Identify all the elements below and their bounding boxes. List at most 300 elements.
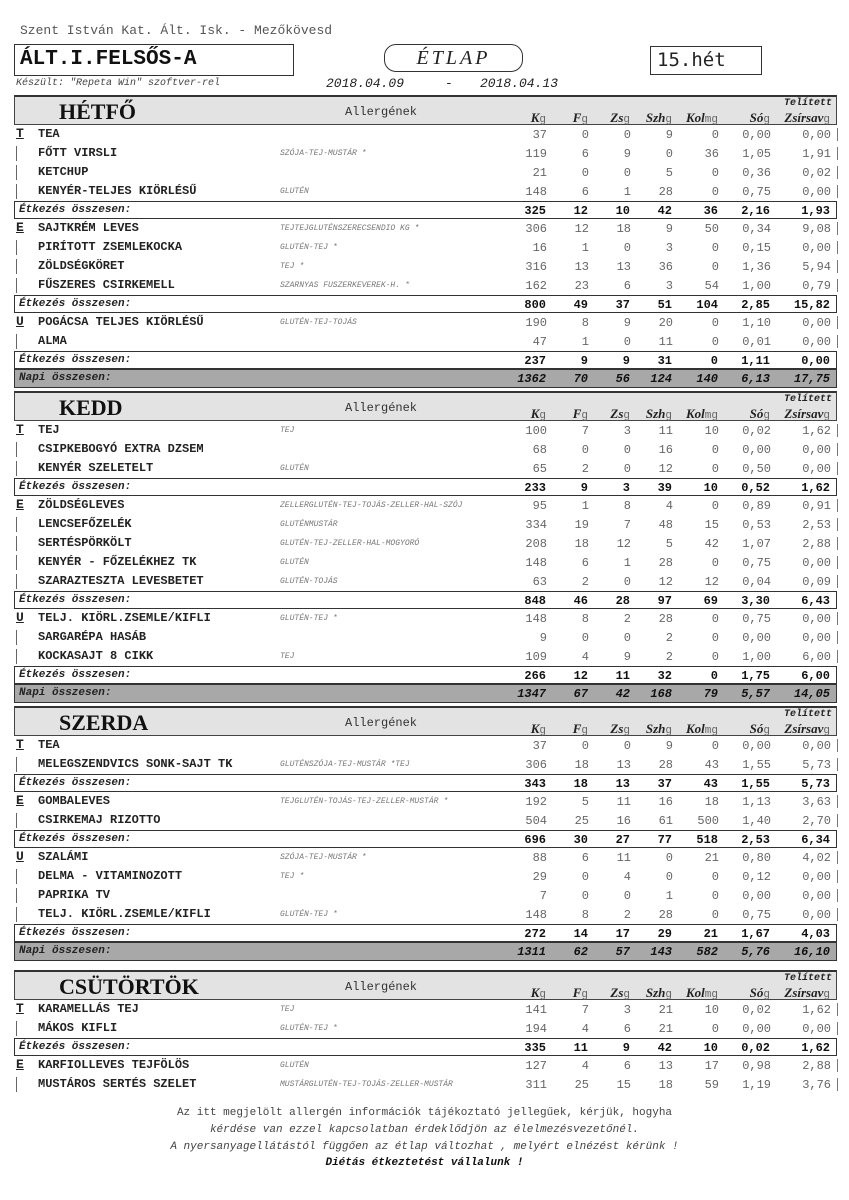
column-header xyxy=(682,985,718,1001)
nutrient-value: 0 xyxy=(665,147,673,161)
menu-item-row xyxy=(14,1075,837,1094)
row-end-marker xyxy=(837,612,838,625)
row-marker xyxy=(16,259,17,274)
row-end-marker xyxy=(837,222,838,235)
nutrient-value: 21 xyxy=(704,851,719,865)
column-header xyxy=(682,406,718,422)
meal-total-value: 36 xyxy=(703,204,718,218)
allergens-header: Allergének xyxy=(345,716,418,730)
column-header xyxy=(600,721,630,737)
nutrient-value: 0,89 xyxy=(742,499,771,513)
allergen-list: GLUTÉNSZÓJA-TEJ-MUSTÁR *TEJ xyxy=(280,760,410,769)
daily-total-value: 5,76 xyxy=(741,945,770,959)
daily-total-value: 17,75 xyxy=(793,372,830,386)
row-marker xyxy=(16,907,17,922)
food-name: TEA xyxy=(38,738,60,752)
nutrient-value: 12 xyxy=(616,537,631,551)
column-name: F xyxy=(572,985,582,1000)
column-header xyxy=(682,110,718,126)
nutrient-value: 4 xyxy=(581,1059,589,1073)
daily-total-value: 1362 xyxy=(517,372,546,386)
row-marker xyxy=(16,165,17,180)
meal-code: T xyxy=(16,737,24,752)
row-marker xyxy=(16,517,17,532)
row-end-marker xyxy=(837,575,838,588)
column-name: Zsírsav xyxy=(784,721,824,736)
daily-total-value: 124 xyxy=(650,372,672,386)
meal-code: E xyxy=(16,793,24,808)
row-marker xyxy=(16,649,17,664)
column-unit: g xyxy=(665,114,672,126)
column-unit: mg xyxy=(704,410,718,422)
food-name: KETCHUP xyxy=(38,165,89,179)
nutrient-value: 12 xyxy=(574,222,589,236)
allergen-list: SZÓJA-TEJ-MUSTÁR * xyxy=(280,149,367,158)
meal-total-value: 343 xyxy=(524,777,546,791)
nutrient-value: 1,62 xyxy=(802,1003,831,1017)
nutrient-value: 0 xyxy=(581,870,589,884)
nutrient-value: 65 xyxy=(532,462,547,476)
nutrient-value: 0,75 xyxy=(742,612,771,626)
food-name: KENYÉR-TELJES KIÖRLÉSŰ xyxy=(38,184,197,198)
nutrient-value: 6 xyxy=(581,851,589,865)
nutrient-value: 0 xyxy=(581,166,589,180)
nutrient-value: 21 xyxy=(532,166,547,180)
meal-total-value: 2,53 xyxy=(741,833,770,847)
nutrient-value: 7 xyxy=(623,518,631,532)
menu-item-row xyxy=(14,1056,837,1075)
nutrient-value: 25 xyxy=(574,814,589,828)
nutrient-value: 12 xyxy=(704,575,719,589)
daily-total-value: 582 xyxy=(696,945,718,959)
nutrient-value: 18 xyxy=(616,222,631,236)
meal-total-value: 272 xyxy=(524,927,546,941)
nutrient-value: 0 xyxy=(623,739,631,753)
meal-total-value: 30 xyxy=(573,833,588,847)
meal-code: E xyxy=(16,1057,24,1072)
meal-total-label: Étkezés összesen: xyxy=(19,777,132,789)
nutrient-value: 28 xyxy=(658,908,673,922)
day-header xyxy=(14,706,837,736)
nutrient-value: 50 xyxy=(704,222,719,236)
nutrient-value: 68 xyxy=(532,443,547,457)
nutrient-value: 0 xyxy=(581,739,589,753)
meal-total-value: 37 xyxy=(657,777,672,791)
allergens-header: Allergének xyxy=(345,980,418,994)
meal-code: T xyxy=(16,1001,24,1016)
nutrient-value: 5,73 xyxy=(802,758,831,772)
allergen-list: GLUTÉN xyxy=(280,558,309,567)
row-marker xyxy=(16,334,17,349)
nutrient-value: 0,02 xyxy=(742,1003,771,1017)
nutrient-value: 0 xyxy=(581,443,589,457)
daily-total-value: 5,57 xyxy=(741,687,770,701)
nutrient-value: 0,91 xyxy=(802,499,831,513)
nutrient-value: 311 xyxy=(525,1078,547,1092)
column-name: Zsírsav xyxy=(784,985,824,1000)
column-unit: g xyxy=(763,989,770,1001)
column-header xyxy=(642,110,672,126)
nutrient-value: 0 xyxy=(711,612,719,626)
nutrient-value: 148 xyxy=(525,185,547,199)
title-box xyxy=(384,44,523,72)
nutrient-value: 0,00 xyxy=(802,739,831,753)
unit-name: ÁLT.I.FELSŐS-A xyxy=(20,48,197,71)
column-unit: g xyxy=(823,725,830,737)
column-unit: g xyxy=(539,114,546,126)
meal-code: U xyxy=(16,314,24,329)
nutrient-value: 109 xyxy=(525,650,547,664)
menu-item-row xyxy=(14,867,837,886)
nutrient-value: 0 xyxy=(623,631,631,645)
nutrient-value: 0,75 xyxy=(742,556,771,570)
nutrient-value: 0,00 xyxy=(802,1022,831,1036)
daily-total-value: 1347 xyxy=(517,687,546,701)
nutrient-value: 0 xyxy=(665,870,673,884)
allergen-list: GLUTÉN-TEJ * xyxy=(280,243,338,252)
menu-item-row xyxy=(14,421,837,440)
day-header xyxy=(14,391,837,421)
meal-total-value: 12 xyxy=(573,204,588,218)
column-name: F xyxy=(572,406,582,421)
column-header xyxy=(682,721,718,737)
meal-total-value: 696 xyxy=(524,833,546,847)
day-section xyxy=(14,95,837,388)
nutrient-value: 13 xyxy=(616,758,631,772)
food-name: MUSTÁROS SERTÉS SZELET xyxy=(38,1077,197,1091)
nutrient-value: 0,00 xyxy=(802,631,831,645)
row-end-marker xyxy=(837,147,838,160)
food-name: FŐTT VIRSLI xyxy=(38,146,118,160)
meal-total-value: 29 xyxy=(657,927,672,941)
food-name: MÁKOS KIFLI xyxy=(38,1021,118,1035)
footer-line-3: A nyersanyagellátástól függően az étlap változhat , melyért elnézést kérünk ! xyxy=(170,1141,679,1153)
column-header xyxy=(770,721,830,737)
nutrient-value: 208 xyxy=(525,537,547,551)
nutrient-value: 306 xyxy=(525,222,547,236)
week-label: 15.hét xyxy=(657,49,726,71)
food-name: SZALÁMI xyxy=(38,850,89,864)
allergen-list: TEJ xyxy=(280,426,295,435)
allergen-list: TEJGLUTÉN-TOJÁS-TEJ-ZELLER-MUSTÁR * xyxy=(280,797,449,806)
nutrient-value: 3,63 xyxy=(802,795,831,809)
column-unit: g xyxy=(581,114,588,126)
allergen-list: GLUTÉN-TOJÁS xyxy=(280,577,338,586)
nutrient-value: 7 xyxy=(581,424,589,438)
daily-total-value: 62 xyxy=(573,945,588,959)
saturated-header-top: Telített xyxy=(783,98,832,109)
nutrient-value: 162 xyxy=(525,279,547,293)
nutrient-value: 2,88 xyxy=(802,537,831,551)
nutrient-value: 10 xyxy=(704,424,719,438)
nutrient-value: 3 xyxy=(623,1003,631,1017)
meal-total-label: Étkezés összesen: xyxy=(19,927,132,939)
meal-total-row xyxy=(14,1038,837,1056)
food-name: FŰSZERES CSIRKEMELL xyxy=(38,278,175,292)
meal-total-value: 6,00 xyxy=(801,669,830,683)
meal-total-value: 233 xyxy=(524,481,546,495)
menu-item-row xyxy=(14,811,837,830)
food-name: KENYÉR - FŐZELÉKHEZ TK xyxy=(38,555,197,569)
column-header xyxy=(770,406,830,422)
column-unit: g xyxy=(539,989,546,1001)
food-name: SARGARÉPA HASÁB xyxy=(38,630,147,644)
saturated-header-top: Telített xyxy=(783,394,832,405)
nutrient-value: 0,00 xyxy=(802,462,831,476)
allergen-list: TEJ xyxy=(280,652,295,661)
made-with: Készült: "Repeta Win" szoftver-rel xyxy=(16,78,221,89)
meal-total-row xyxy=(14,924,837,942)
menu-item-row xyxy=(14,628,837,647)
menu-item-row xyxy=(14,553,837,572)
nutrient-value: 18 xyxy=(658,1078,673,1092)
nutrient-value: 0 xyxy=(711,556,719,570)
menu-item-row xyxy=(14,257,837,276)
meal-total-value: 17 xyxy=(615,927,630,941)
meal-total-value: 32 xyxy=(657,669,672,683)
week-box xyxy=(650,46,762,75)
nutrient-value: 11 xyxy=(616,795,631,809)
row-marker xyxy=(16,630,17,645)
row-end-marker xyxy=(837,260,838,273)
nutrient-value: 0 xyxy=(711,889,719,903)
nutrient-value: 0,75 xyxy=(742,185,771,199)
nutrient-value: 1,10 xyxy=(742,316,771,330)
nutrient-value: 63 xyxy=(532,575,547,589)
nutrient-value: 0,00 xyxy=(802,889,831,903)
meal-total-value: 0 xyxy=(710,669,718,683)
nutrient-value: 0,53 xyxy=(742,518,771,532)
column-unit: g xyxy=(823,410,830,422)
meal-total-value: 6,43 xyxy=(801,594,830,608)
meal-total-value: 1,62 xyxy=(801,1041,830,1055)
nutrient-value: 1 xyxy=(581,335,589,349)
meal-total-value: 325 xyxy=(524,204,546,218)
nutrient-value: 11 xyxy=(658,335,673,349)
column-unit: g xyxy=(623,114,630,126)
meal-total-value: 12 xyxy=(573,669,588,683)
nutrient-value: 0 xyxy=(711,185,719,199)
row-end-marker xyxy=(837,128,838,141)
meal-code: T xyxy=(16,422,24,437)
menu-item-row xyxy=(14,219,837,238)
nutrient-value: 500 xyxy=(697,814,719,828)
food-name: ZÖLDSÉGKÖRET xyxy=(38,259,125,273)
allergen-list: TEJ xyxy=(280,1005,295,1014)
meal-total-value: 28 xyxy=(615,594,630,608)
allergen-list: MUSTÁRGLUTÉN-TEJ-TOJÁS-ZELLER-MUSTÁR xyxy=(280,1080,453,1089)
meal-total-value: 1,62 xyxy=(801,481,830,495)
nutrient-value: 0,00 xyxy=(742,739,771,753)
nutrient-value: 0,00 xyxy=(802,870,831,884)
nutrient-value: 2 xyxy=(623,908,631,922)
allergen-list: GLUTÉN-TEJ * xyxy=(280,910,338,919)
column-name: Kol xyxy=(686,110,705,125)
nutrient-value: 0 xyxy=(665,851,673,865)
meal-total-value: 97 xyxy=(657,594,672,608)
meal-total-value: 1,11 xyxy=(741,354,770,368)
nutrient-value: 42 xyxy=(704,537,719,551)
menu-item-row xyxy=(14,238,837,257)
food-name: KARFIOLLEVES TEJFÖLÖS xyxy=(38,1058,190,1072)
nutrient-value: 1,00 xyxy=(742,279,771,293)
meal-total-value: 14 xyxy=(573,927,588,941)
meal-total-value: 43 xyxy=(703,777,718,791)
nutrient-value: 1,07 xyxy=(742,537,771,551)
nutrient-value: 28 xyxy=(658,758,673,772)
nutrient-value: 61 xyxy=(658,814,673,828)
menu-item-row xyxy=(14,125,837,144)
meal-total-value: 9 xyxy=(622,1041,630,1055)
meal-total-value: 10 xyxy=(703,481,718,495)
nutrient-value: 1,62 xyxy=(802,424,831,438)
menu-item-row xyxy=(14,534,837,553)
nutrient-value: 16 xyxy=(658,795,673,809)
food-name: TELJ. KIÖRL.ZSEMLE/KIFLI xyxy=(38,907,211,921)
nutrient-value: 0 xyxy=(711,908,719,922)
nutrient-value: 20 xyxy=(658,316,673,330)
nutrient-value: 0,00 xyxy=(802,443,831,457)
nutrient-value: 13 xyxy=(658,1059,673,1073)
nutrient-value: 48 xyxy=(658,518,673,532)
nutrient-value: 2 xyxy=(581,575,589,589)
day-header xyxy=(14,95,837,125)
meal-total-value: 0,02 xyxy=(741,1041,770,1055)
food-name: GOMBALEVES xyxy=(38,794,111,808)
row-end-marker xyxy=(837,1059,838,1072)
row-end-marker xyxy=(837,739,838,752)
food-name: KENYÉR SZELETELT xyxy=(38,461,154,475)
nutrient-value: 9 xyxy=(623,147,631,161)
row-marker xyxy=(16,184,17,199)
row-end-marker xyxy=(837,1003,838,1016)
page-title: ÉTLAP xyxy=(416,47,491,69)
nutrient-value: 15 xyxy=(616,1078,631,1092)
menu-item-row xyxy=(14,886,837,905)
nutrient-value: 1 xyxy=(665,889,673,903)
food-name: CSIPKEBOGYÓ EXTRA DZSEM xyxy=(38,442,204,456)
nutrient-value: 334 xyxy=(525,518,547,532)
nutrient-value: 0,00 xyxy=(802,241,831,255)
column-name: Zs xyxy=(610,406,624,421)
nutrient-value: 0,00 xyxy=(802,335,831,349)
daily-total-row xyxy=(14,369,837,388)
food-name: SZARAZTESZTA LEVESBETET xyxy=(38,574,204,588)
day-header xyxy=(14,970,837,1000)
unit-box xyxy=(14,44,294,76)
nutrient-value: 0 xyxy=(711,128,719,142)
meal-total-value: 42 xyxy=(657,1041,672,1055)
nutrient-value: 0 xyxy=(711,1022,719,1036)
food-name: TEJ xyxy=(38,423,60,437)
column-header xyxy=(600,110,630,126)
nutrient-value: 0 xyxy=(711,166,719,180)
row-marker xyxy=(16,536,17,551)
allergens-header: Allergének xyxy=(345,105,418,119)
row-end-marker xyxy=(837,814,838,827)
meal-total-value: 518 xyxy=(696,833,718,847)
nutrient-value: 6 xyxy=(581,556,589,570)
menu-item-row xyxy=(14,736,837,755)
nutrient-value: 0,15 xyxy=(742,241,771,255)
daily-total-value: 140 xyxy=(696,372,718,386)
column-name: Szh xyxy=(645,110,666,125)
nutrient-value: 43 xyxy=(704,758,719,772)
menu-item-row xyxy=(14,332,837,351)
nutrient-value: 2 xyxy=(581,462,589,476)
row-marker xyxy=(16,461,17,476)
nutrient-value: 2,53 xyxy=(802,518,831,532)
nutrient-value: 0 xyxy=(581,889,589,903)
daily-total-value: 16,10 xyxy=(793,945,830,959)
row-marker xyxy=(16,574,17,589)
meal-code: T xyxy=(16,126,24,141)
nutrient-value: 95 xyxy=(532,499,547,513)
nutrient-value: 0,09 xyxy=(802,575,831,589)
meal-code: U xyxy=(16,849,24,864)
footer-line-2: kérdése van ezzel kapcsolatban érdeklődjön az élelmezésvezetőnél. xyxy=(209,1124,640,1136)
column-name: Zs xyxy=(610,721,624,736)
row-marker xyxy=(16,278,17,293)
nutrient-value: 47 xyxy=(532,335,547,349)
allergen-list: GLUTÉN-TEJ * xyxy=(280,1024,338,1033)
allergen-list: ZELLERGLUTÉN-TEJ-TOJÁS-ZELLER-HAL-SZÓJ xyxy=(280,501,463,510)
daily-total-label: Napi összesen: xyxy=(19,687,112,699)
meal-total-value: 42 xyxy=(657,204,672,218)
food-name: DELMA - VITAMINOZOTT xyxy=(38,869,183,883)
meal-total-label: Étkezés összesen: xyxy=(19,354,132,366)
nutrient-value: 0 xyxy=(623,575,631,589)
nutrient-value: 1,00 xyxy=(742,650,771,664)
daily-total-value: 42 xyxy=(615,687,630,701)
allergen-list: GLUTÉN xyxy=(280,464,309,473)
nutrient-value: 18 xyxy=(704,795,719,809)
nutrient-value: 0,00 xyxy=(742,631,771,645)
meal-total-value: 39 xyxy=(657,481,672,495)
nutrient-value: 0,00 xyxy=(802,908,831,922)
allergen-list: TEJTEJGLUTÉNSZERECSENDIO KG * xyxy=(280,224,420,233)
nutrient-value: 0 xyxy=(623,889,631,903)
nutrient-value: 13 xyxy=(574,260,589,274)
nutrient-value: 0,00 xyxy=(802,185,831,199)
meal-total-value: 11 xyxy=(615,669,630,683)
row-end-marker xyxy=(837,279,838,292)
row-end-marker xyxy=(837,335,838,348)
meal-total-value: 9 xyxy=(622,354,630,368)
food-name: SERTÉSPÖRKÖLT xyxy=(38,536,132,550)
nutrient-value: 0 xyxy=(711,260,719,274)
row-end-marker xyxy=(837,537,838,550)
nutrient-value: 2 xyxy=(623,612,631,626)
menu-item-row xyxy=(14,182,837,201)
nutrient-value: 1,13 xyxy=(742,795,771,809)
daily-total-value: 70 xyxy=(573,372,588,386)
nutrient-value: 0,00 xyxy=(802,556,831,570)
nutrient-value: 0,00 xyxy=(802,128,831,142)
meal-total-value: 266 xyxy=(524,669,546,683)
column-name: Só xyxy=(749,985,764,1000)
nutrient-value: 9 xyxy=(665,128,673,142)
food-name: TEA xyxy=(38,127,60,141)
allergen-list: GLUTÉN xyxy=(280,187,309,196)
nutrient-value: 0 xyxy=(711,739,719,753)
column-header xyxy=(726,985,770,1001)
nutrient-value: 0,12 xyxy=(742,870,771,884)
column-header xyxy=(600,985,630,1001)
row-marker xyxy=(16,1077,17,1092)
nutrient-value: 0,80 xyxy=(742,851,771,865)
row-end-marker xyxy=(837,316,838,329)
